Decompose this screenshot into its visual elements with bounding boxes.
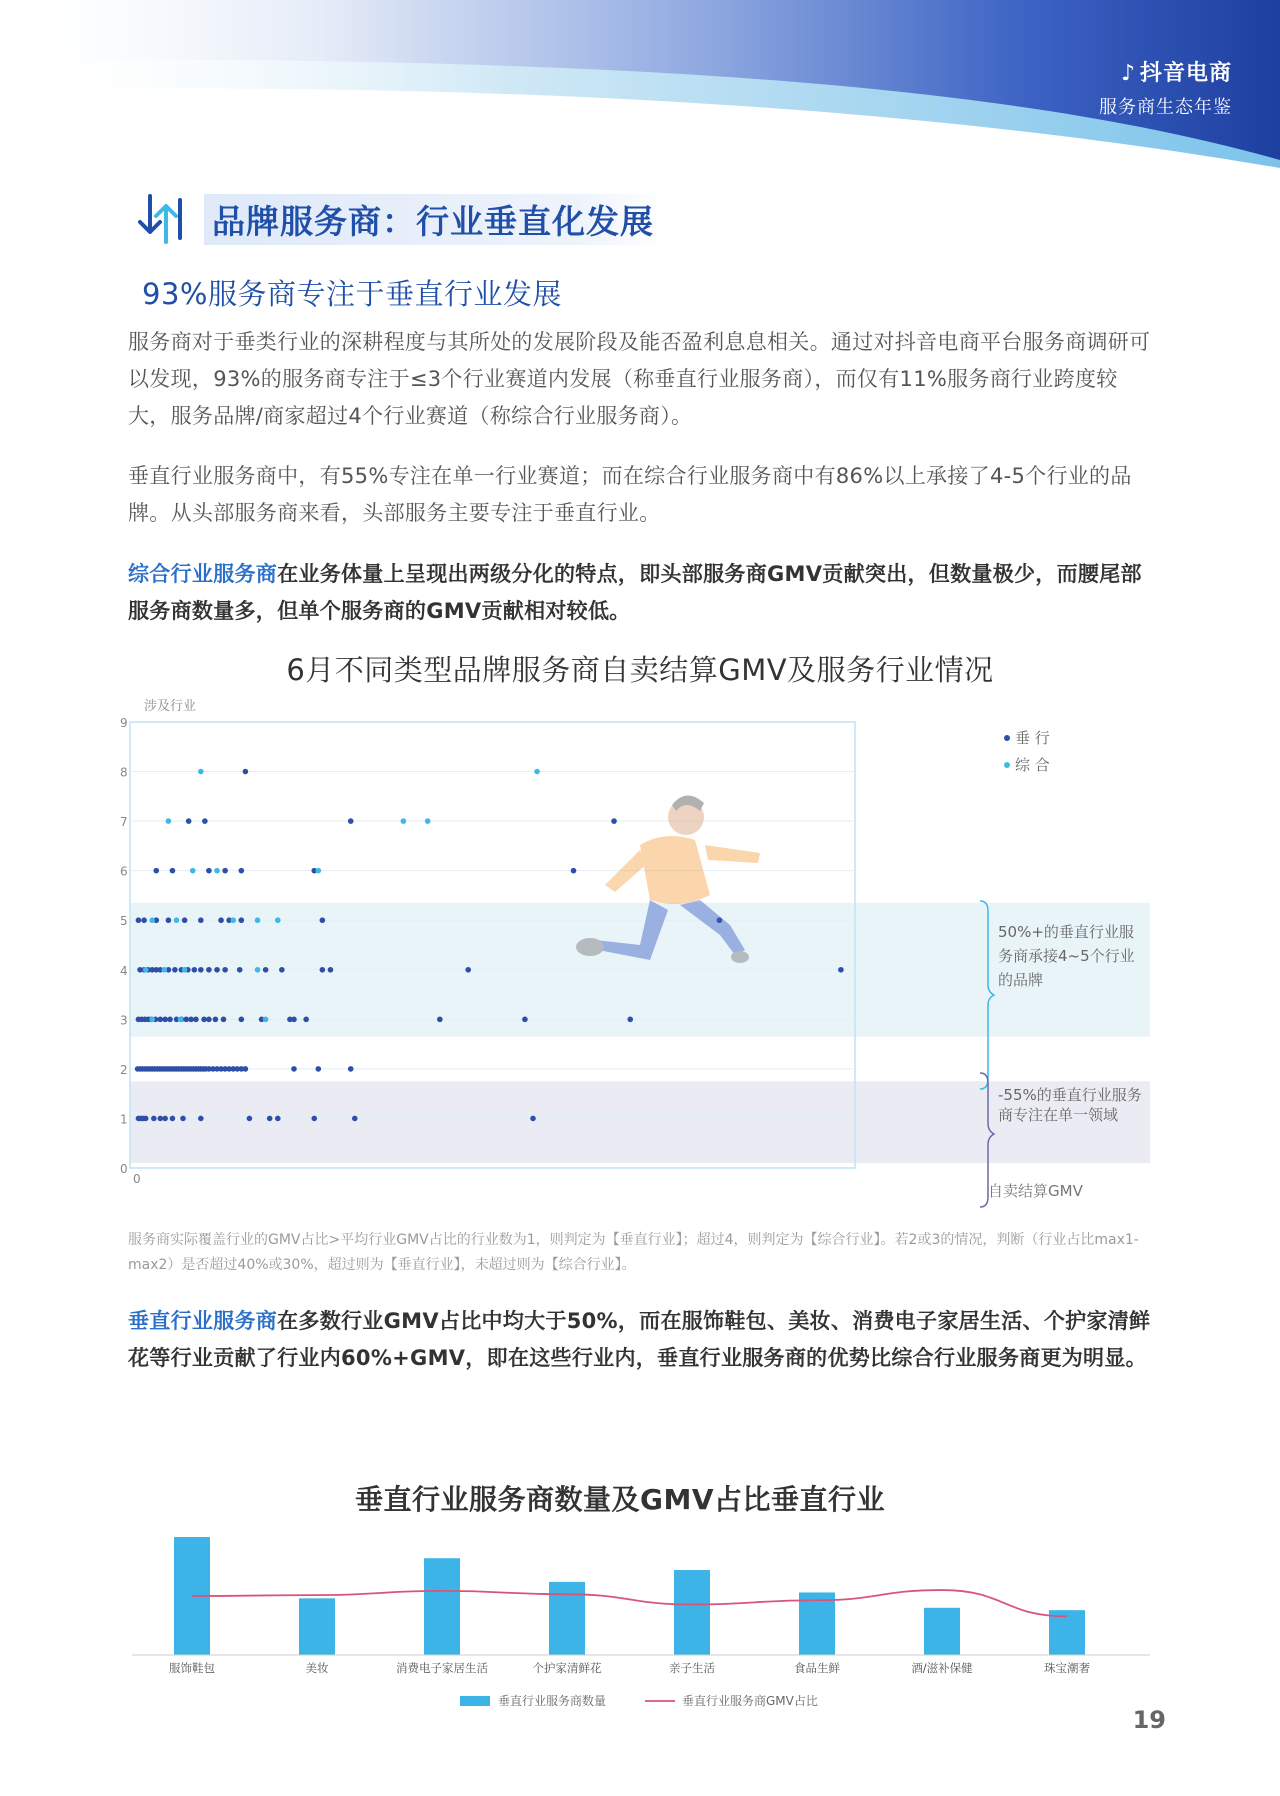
- scatter-chart-title: 6月不同类型品牌服务商自卖结算GMV及服务行业情况: [286, 653, 994, 687]
- annotation-upper: [998, 920, 1148, 1000]
- paragraph-3: [128, 556, 1158, 630]
- scatter-point-vertical: [437, 1017, 443, 1023]
- scatter-point-vertical: [291, 1066, 297, 1072]
- section-title: [136, 192, 668, 246]
- bar: [924, 1608, 960, 1655]
- sub-title: 93%服务商专注于垂直行业发展: [142, 277, 562, 311]
- scatter-point-vertical: [237, 967, 243, 973]
- scatter-point-vertical: [222, 868, 228, 874]
- scatter-point-vertical: [838, 967, 844, 973]
- scatter-chart: [120, 695, 1180, 1215]
- scatter-point-vertical: [328, 967, 334, 973]
- scatter-point-comprehensive: [143, 967, 149, 973]
- scatter-y-axis-label: 涉及行业: [144, 699, 197, 714]
- bar-chart-legend: [460, 1693, 818, 1708]
- scatter-point-vertical: [522, 1017, 528, 1023]
- brand-subtitle: 服务商生态年鉴: [1099, 97, 1232, 118]
- x-tick-label: 0: [133, 1172, 141, 1186]
- scatter-point-vertical: [239, 1017, 245, 1023]
- annotation-lower-text: -55%的垂直行业服务商专注在单一领域: [998, 1086, 1142, 1124]
- y-tick-label: 7: [120, 815, 128, 830]
- scatter-point-comprehensive: [166, 818, 172, 824]
- scatter-point-vertical: [158, 1017, 164, 1023]
- scatter-point-vertical: [465, 967, 471, 973]
- scatter-point-comprehensive: [316, 868, 322, 874]
- y-tick-label: 4: [120, 963, 128, 978]
- scatter-point-vertical: [352, 1116, 358, 1122]
- category-label: 个护家清鲜花: [532, 1661, 602, 1675]
- scatter-point-vertical: [153, 868, 159, 874]
- tiktok-note-icon: ♪: [1120, 61, 1136, 86]
- scatter-point-vertical: [243, 769, 249, 775]
- scatter-point-vertical: [198, 917, 204, 923]
- scatter-point-vertical: [218, 917, 224, 923]
- scatter-point-vertical: [172, 967, 178, 973]
- bar-chart: [120, 1520, 1180, 1720]
- scatter-point-vertical: [206, 868, 212, 874]
- scatter-point-vertical: [571, 868, 577, 874]
- legend-bar-swatch: [460, 1696, 490, 1706]
- legend-label-comprehensive: 综 合: [1015, 756, 1050, 774]
- scatter-point-vertical: [182, 917, 188, 923]
- scatter-point-vertical: [170, 1116, 176, 1122]
- scatter-point-vertical: [206, 1017, 212, 1023]
- brand-logo-text: 抖音电商: [1139, 61, 1232, 86]
- scatter-point-vertical: [530, 1116, 536, 1122]
- scatter-point-vertical: [162, 1116, 168, 1122]
- scatter-point-comprehensive: [214, 868, 220, 874]
- arrows-icon: [136, 192, 190, 246]
- category-label: 消费电子家居生活: [396, 1661, 488, 1675]
- bar: [549, 1582, 585, 1655]
- scatter-point-vertical: [291, 1017, 297, 1023]
- scatter-point-comprehensive: [162, 967, 168, 973]
- bar: [424, 1558, 460, 1655]
- scatter-point-vertical: [263, 967, 269, 973]
- y-tick-label: 1: [120, 1112, 128, 1127]
- legend-marker-vertical: [1004, 735, 1010, 741]
- scatter-point-comprehensive: [275, 917, 281, 923]
- scatter-point-vertical: [136, 917, 142, 923]
- scatter-point-comprehensive: [401, 818, 407, 824]
- scatter-point-comprehensive: [230, 917, 236, 923]
- scatter-point-vertical: [198, 1116, 204, 1122]
- paragraph-4-text: 在多数行业GMV占比中均大于50%，而在服饰鞋包、美妆、消费电子家居生活、个护家清鲜花等行业贡献了行业内60%+GMV，即在这些行业内，垂直行业服务商的优势比综合行业服务商更为明显。: [128, 1309, 1151, 1370]
- scatter-point-vertical: [267, 1116, 273, 1122]
- scatter-point-vertical: [239, 917, 245, 923]
- scatter-point-vertical: [243, 1066, 249, 1072]
- category-label: 酒/滋补保健: [911, 1661, 973, 1675]
- scatter-point-vertical: [188, 1017, 194, 1023]
- section-title-text: 品牌服务商：行业垂直化发展: [204, 194, 668, 245]
- scatter-point-vertical: [247, 1116, 253, 1122]
- scatter-point-vertical: [143, 1116, 149, 1122]
- scatter-point-comprehensive: [190, 868, 196, 874]
- legend-marker-comprehensive: [1004, 762, 1010, 768]
- header-background: [0, 0, 1280, 200]
- y-tick-label: 3: [120, 1013, 128, 1028]
- scatter-point-comprehensive: [149, 917, 155, 923]
- scatter-point-vertical: [202, 818, 208, 824]
- scatter-point-vertical: [627, 1017, 633, 1023]
- annotation-lower: [998, 1085, 1148, 1165]
- category-label: 美妆: [305, 1661, 329, 1675]
- scatter-point-vertical: [214, 967, 220, 973]
- scatter-point-vertical: [320, 967, 326, 973]
- bar: [674, 1570, 710, 1655]
- y-tick-label: 8: [120, 765, 128, 780]
- scatter-point-comprehensive: [255, 967, 261, 973]
- scatter-point-comprehensive: [174, 917, 180, 923]
- bar: [799, 1592, 835, 1655]
- scatter-point-vertical: [167, 1017, 173, 1023]
- scatter-point-vertical: [198, 967, 204, 973]
- y-tick-label: 5: [120, 914, 128, 929]
- y-tick-label: 2: [120, 1062, 128, 1077]
- scatter-point-comprehensive: [425, 818, 431, 824]
- scatter-point-vertical: [201, 1017, 207, 1023]
- scatter-point-vertical: [206, 967, 212, 973]
- scatter-point-vertical: [141, 917, 147, 923]
- category-label: 食品生鲜: [794, 1661, 840, 1675]
- annotation-upper-text: 50%+的垂直行业服务商承接4~5个行业的品牌: [998, 923, 1135, 989]
- category-label: 珠宝潮奢: [1044, 1661, 1090, 1675]
- paragraph-2: 垂直行业服务商中，有55%专注在单一行业赛道；而在综合行业服务商中有86%以上承接了4-5个行业的品牌。从头部服务商来看，头部服务主要专注于垂直行业。: [128, 464, 1132, 525]
- brand-block: [1099, 56, 1232, 119]
- scatter-point-vertical: [303, 1017, 309, 1023]
- scatter-point-vertical: [186, 818, 192, 824]
- y-tick-label: 6: [120, 864, 128, 879]
- scatter-point-vertical: [180, 1116, 186, 1122]
- scatter-point-vertical: [193, 1017, 199, 1023]
- scatter-point-vertical: [316, 1066, 322, 1072]
- page-number: 19: [1132, 1706, 1166, 1734]
- category-label: 服饰鞋包: [169, 1661, 215, 1675]
- scatter-point-vertical: [311, 1116, 317, 1122]
- scatter-x-axis-label: 自卖结算GMV: [988, 1182, 1083, 1200]
- chart-footnote: 服务商实际覆盖行业的GMV占比>平均行业GMV占比的行业数为1，则判定为【垂直行业】；超过4，则判定为【综合行业】。若2或3的情况，判断（行业占比max1-max2）是否超过40%或30%，超过则为【垂直行业】，未超过则为【综合行业】。: [128, 1232, 1139, 1273]
- scatter-point-comprehensive: [149, 1017, 155, 1023]
- legend-label-vertical: 垂 行: [1015, 729, 1050, 747]
- scatter-point-vertical: [213, 1017, 219, 1023]
- legend-line-label: 垂直行业服务商GMV占比: [682, 1694, 818, 1708]
- scatter-legend: [1004, 729, 1050, 774]
- category-label: 亲子生活: [669, 1661, 715, 1675]
- scatter-point-vertical: [348, 1066, 354, 1072]
- scatter-point-vertical: [279, 967, 285, 973]
- paragraph-3-text: 在业务体量上呈现出两级分化的特点，即头部服务商GMV贡献突出，但数量极少，而腰尾部服务商数量多，但单个服务商的GMV贡献相对较低。: [128, 562, 1142, 623]
- scatter-point-comprehensive: [534, 769, 540, 775]
- paragraph-4-highlight: 垂直行业服务商: [128, 1309, 278, 1333]
- scatter-point-vertical: [348, 818, 354, 824]
- scatter-point-vertical: [275, 1116, 281, 1122]
- scatter-point-vertical: [221, 1017, 227, 1023]
- scatter-point-vertical: [162, 1017, 168, 1023]
- bar-chart-title: 垂直行业服务商数量及GMV占比垂直行业: [354, 1483, 886, 1516]
- y-tick-label: 9: [120, 716, 128, 730]
- scatter-point-vertical: [192, 967, 198, 973]
- paragraph-1: 服务商对于垂类行业的深耕程度与其所处的发展阶段及能否盈利息息相关。通过对抖音电商平台服务商调研可以发现，93%的服务商专注于≤3个行业赛道内发展（称垂直行业服务商），而仅有11%服务商行业跨度较大，服务品牌/商家超过4个行业赛道（称综合行业服务商）。: [128, 330, 1151, 428]
- scatter-point-vertical: [170, 868, 176, 874]
- scatter-point-vertical: [239, 868, 245, 874]
- scatter-point-vertical: [151, 1116, 157, 1122]
- scatter-point-comprehensive: [255, 917, 261, 923]
- bar: [299, 1598, 335, 1655]
- scatter-point-comprehensive: [263, 1017, 269, 1023]
- paragraph-3-highlight: 综合行业服务商: [128, 562, 278, 586]
- scatter-point-comprehensive: [182, 967, 188, 973]
- paragraph-4: [128, 1303, 1158, 1377]
- band-lower: [130, 1081, 1150, 1163]
- scatter-point-vertical: [158, 1116, 164, 1122]
- scatter-point-vertical: [611, 818, 617, 824]
- scatter-point-comprehensive: [198, 769, 204, 775]
- scatter-point-vertical: [166, 917, 172, 923]
- scatter-point-vertical: [183, 1017, 189, 1023]
- scatter-point-vertical: [222, 967, 228, 973]
- legend-bar-label: 垂直行业服务商数量: [498, 1694, 607, 1708]
- scatter-point-vertical: [320, 917, 326, 923]
- y-tick-label: 0: [120, 1162, 128, 1176]
- scatter-point-comprehensive: [178, 1017, 184, 1023]
